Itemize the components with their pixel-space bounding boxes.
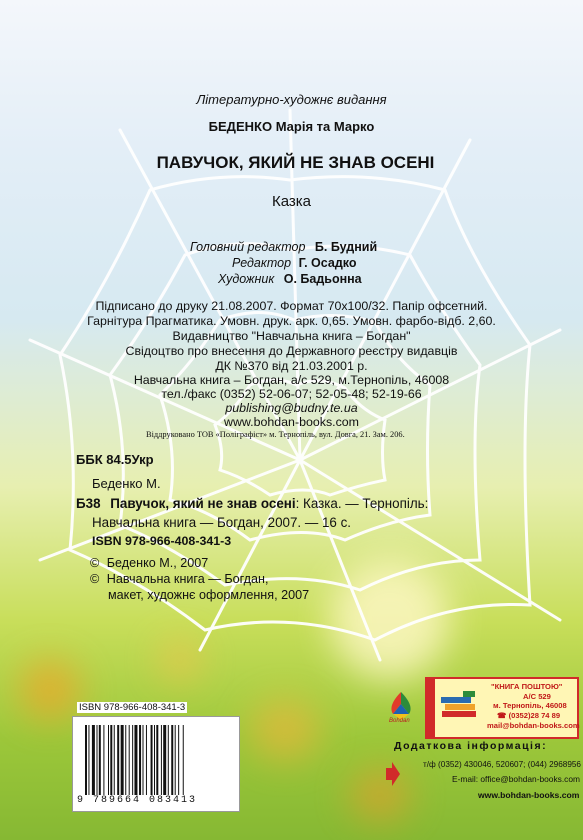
catalog-index: Б38 [76,496,101,511]
promo-box: А/С 529 [523,692,551,701]
books-icon [439,687,479,727]
imprint-line-1: Підписано до друку 21.08.2007. Формат 70х100/32. Папір офсетний. [95,299,488,313]
copyright-publisher: Навчальна книга — Богдан, [106,572,269,586]
barcode-bar [171,725,173,795]
chief-editor-role: Головний редактор [190,240,306,254]
artist-line [218,272,362,286]
imprint-line-5: ДК №370 від 21.03.2001 р. [215,359,368,373]
editor-line [232,256,357,270]
copyright-symbol: © [90,556,100,570]
editor-role: Редактор [232,256,292,270]
barcode-bar [110,725,112,795]
promo-city: м. Тернопіль, 46008 [493,701,567,710]
imprint-email: publishing@budny.te.ua [225,401,358,415]
bbk-code: ББК 84.5Укр [76,452,154,467]
imprint-line-7: тел./факс (0352) 52-06-07; 52-05-48; 52-19-66 [161,387,422,401]
catalog-isbn: ISBN 978-966-408-341-3 [92,534,232,548]
barcode-bar [156,725,158,795]
copyright-2 [90,572,268,586]
extra-tel: т/ф (0352) 430046, 520607; (044) 2968956 [423,760,581,769]
chief-editor-line [190,240,377,254]
catalog-author: Беденко М. [92,476,161,491]
barcode-bar [168,725,169,795]
catalog-title: Павучок, який не знав осені [110,496,296,511]
barcode-bars [83,725,229,795]
book-stack-icon [439,687,479,727]
author-names: Марія та Марко [275,119,375,134]
imprint-line-3: Видавництво "Навчальна книга – Богдан" [172,329,411,343]
promo-side-strip [427,679,435,737]
extra-website: www.bohdan-books.com [478,790,580,800]
printer-line: Віддруковано ТОВ «Поліграфіст» м. Тернопіль, вул. Довга, 21. Зам. 206. [146,430,405,439]
catalog-desc-1: : Казка. — Тернопіль: [295,496,429,511]
imprint-line-6: Навчальна книга – Богдан, а/с 529, м.Тернопіль, 46008 [133,373,450,387]
genre-line: Літературно-художнє видання [196,92,387,107]
arrow-icon [386,762,400,786]
catalog-desc-2: Навчальна книга — Богдан, 2007. — 16 с. [92,515,351,530]
copyright-1 [90,556,208,570]
catalog-entry [76,496,428,511]
barcode-bar [129,725,130,795]
barcode-bar [134,725,137,795]
copyright-symbol: © [90,572,100,586]
barcode-bar [151,725,153,795]
imprint-website: www.bohdan-books.com [224,415,359,429]
book-subtitle: Казка [271,193,312,210]
barcode-bar [175,725,176,795]
red-arrow-icon [386,762,400,786]
barcode-bar [139,725,141,795]
barcode-bar [146,725,147,795]
imprint-line-4: Свідоцтво про внесення до Державного реєстру видавців [125,344,458,358]
barcode-bar [114,725,115,795]
barcode-bar [161,725,162,795]
barcode-isbn-label: ISBN 978-966-408-341-3 [79,702,186,713]
barcode-bar [108,725,109,795]
barcode-bar [132,725,133,795]
barcode-bar [163,725,166,795]
barcode-bar [121,725,124,795]
extra-info-heading: Додаткова інформація: [394,740,548,752]
barcode-bar [154,725,155,795]
artist-name: О. Бадьонна [283,272,362,286]
barcode-bar [125,725,126,795]
logo-text: Bohdan [389,718,410,724]
barcode-bar [88,725,89,795]
publisher-logo [383,690,419,728]
barcode-bar [143,725,144,795]
author-line [0,119,583,134]
promo-mail: mail@bohdan-books.com [487,721,580,730]
imprint-line-2: Гарнітура Прагматика. Умовн. друк. арк. 0,65. Умовн. фарбо-відб. 2,60. [87,314,496,328]
chief-editor-name: Б. Будний [314,240,378,254]
editor-name: Г. Осадко [298,256,357,270]
artist-role: Художник [218,272,275,286]
copyright-author: Беденко М., 2007 [106,556,209,570]
promo-title: "КНИГА ПОШТОЮ" [491,682,563,691]
barcode-bar [117,725,119,795]
mail-order-box [425,677,579,739]
barcode-bar [97,725,98,795]
barcode-digits: 9 789664 083413 [77,795,198,806]
barcode-bar [103,725,104,795]
copyright-3: макет, художнє оформлення, 2007 [108,588,310,602]
barcode-bar [99,725,101,795]
isbn-barcode [72,702,240,812]
barcode-bar [85,725,87,795]
book-title: ПАВУЧОК, ЯКИЙ НЕ ЗНАВ ОСЕНІ [156,153,435,172]
barcode-bar [92,725,95,795]
author-surname: БЕДЕНКО [208,119,273,134]
barcode-bar [183,725,184,795]
barcode-bar [178,725,179,795]
extra-email: E-mail: office@bohdan-books.com [452,774,580,784]
promo-phone: ☎ (0352)28 74 89 [497,711,561,720]
